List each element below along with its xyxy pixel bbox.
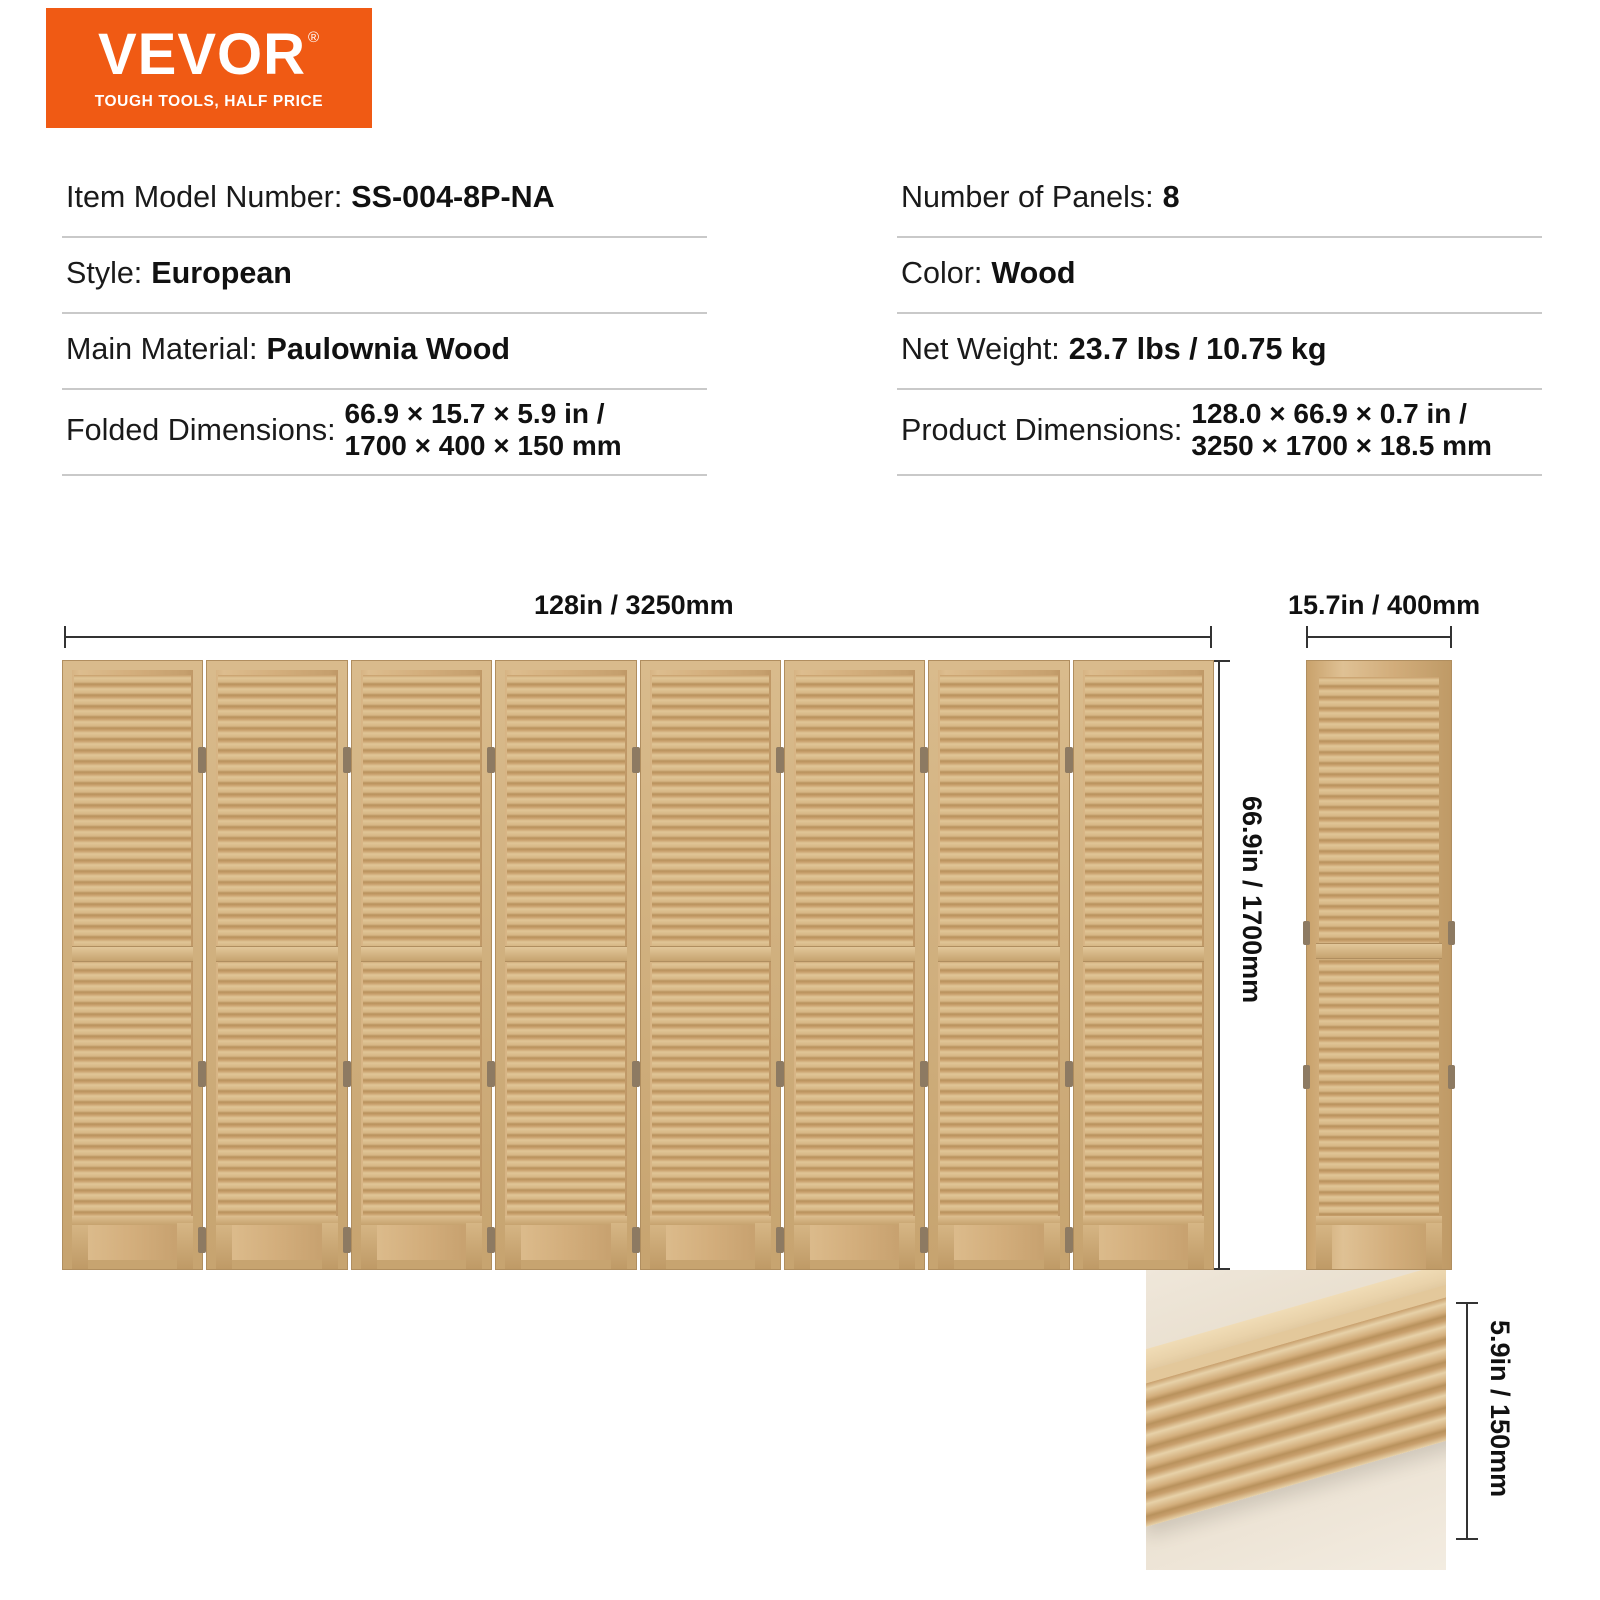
product-dimension-diagram: [0, 560, 1600, 1600]
spec-column-gap: [707, 390, 897, 476]
spec-label: Style:: [66, 255, 143, 290]
panel-bottom-rail: [938, 1216, 1059, 1225]
divider-panel: [62, 660, 203, 1270]
spec-label: Color:: [901, 255, 983, 290]
panel-hinge-icon: [920, 1061, 928, 1087]
panel-hinge-icon: [1065, 1061, 1073, 1087]
divider-panel: [1073, 660, 1214, 1270]
brand-name: [97, 21, 321, 87]
divider-panel: [928, 660, 1069, 1270]
brand-tagline: TOUGH TOOLS, HALF PRICE: [94, 92, 324, 110]
spec-row-style: [62, 238, 707, 314]
panel-bottom-rail: [650, 1216, 771, 1225]
spec-row-folded-dimensions: [62, 390, 707, 476]
panel-hinge-icon: [343, 747, 351, 773]
divider-panel: [640, 660, 781, 1270]
spec-value: [1191, 398, 1491, 462]
width-dimension-tick-left: [64, 626, 66, 648]
folded-thickness-line: [1466, 1302, 1468, 1540]
panel-hinge-icon: [487, 747, 495, 773]
depth-dimension-label: 15.7in / 400mm: [1288, 590, 1481, 620]
panel-bottom-rail: [794, 1216, 915, 1225]
spec-label: Item Model Number:: [66, 179, 343, 214]
spec-label: Folded Dimensions:: [66, 412, 336, 447]
brand-name-text: VEVOR: [97, 21, 307, 87]
panel-frame: [496, 661, 635, 1269]
panel-hinge-icon: [1448, 1065, 1455, 1089]
panel-hinge-icon: [776, 747, 784, 773]
panel-bottom-rail: [216, 1216, 337, 1225]
divider-panel: [351, 660, 492, 1270]
spec-value: 8: [1162, 179, 1180, 214]
spec-row-number-of-panels: [897, 162, 1542, 238]
panel-legs: [794, 1223, 915, 1269]
depth-dimension-line: [1306, 636, 1452, 638]
panel-frame: [63, 661, 202, 1269]
spec-row-item-model-number: [62, 162, 707, 238]
panel-hinge-icon: [776, 1227, 784, 1253]
panel-bottom-rail: [1316, 1216, 1442, 1225]
panel-hinge-icon: [1448, 921, 1455, 945]
folded-thickness-tick-top: [1456, 1302, 1478, 1304]
depth-dimension-tick-right: [1450, 626, 1452, 648]
folded-thickness-tick-bottom: [1456, 1538, 1478, 1540]
divider-panel: [206, 660, 347, 1270]
panel-frame: [352, 661, 491, 1269]
panel-hinge-icon: [632, 1061, 640, 1087]
folded-thickness-label: 5.9in / 150mm: [1485, 1320, 1515, 1498]
spec-column-gap: [707, 238, 897, 314]
panel-hinge-icon: [632, 747, 640, 773]
spec-value: SS-004-8P-NA: [351, 179, 555, 214]
divider-panel: [495, 660, 636, 1270]
registered-trademark-icon: ®: [307, 28, 321, 46]
panel-legs: [216, 1223, 337, 1269]
panel-mid-rail: [1316, 943, 1442, 959]
folded-corner-detail-photo: [1146, 1270, 1446, 1570]
spec-row-main-material: [62, 314, 707, 390]
spec-row-color: [897, 238, 1542, 314]
height-dimension-line: [1218, 660, 1220, 1270]
vevor-logo: [46, 8, 372, 128]
width-dimension-tick-right: [1210, 626, 1212, 648]
panel-hinge-icon: [487, 1227, 495, 1253]
panel-hinge-icon: [343, 1061, 351, 1087]
width-dimension-line: [64, 636, 1212, 638]
spec-value-line-1: 128.0 × 66.9 × 0.7 in /: [1191, 397, 1467, 429]
panel-bottom-rail: [72, 1216, 193, 1225]
room-divider-front-view: [62, 660, 1214, 1270]
spec-value: Wood: [991, 255, 1076, 290]
panel-hinge-icon: [1303, 1065, 1310, 1089]
height-dimension-label: 66.9in / 1700mm: [1237, 796, 1267, 1004]
panel-hinge-icon: [632, 1227, 640, 1253]
panel-bottom-rail: [505, 1216, 626, 1225]
panel-hinge-icon: [920, 1227, 928, 1253]
spec-value-line-2: 1700 × 400 × 150 mm: [344, 430, 622, 461]
spec-label: Product Dimensions:: [901, 412, 1183, 447]
spec-column-gap: [707, 314, 897, 390]
panel-hinge-icon: [198, 1227, 206, 1253]
panel-bottom-rail: [361, 1216, 482, 1225]
panel-legs: [1083, 1223, 1204, 1269]
depth-dimension-tick-left: [1306, 626, 1308, 648]
width-dimension-label: 128in / 3250mm: [534, 590, 734, 620]
panel-hinge-icon: [487, 1061, 495, 1087]
panel-frame: [1074, 661, 1213, 1269]
spec-column-gap: [707, 162, 897, 238]
spec-value-line-1: 66.9 × 15.7 × 5.9 in /: [344, 397, 605, 429]
panel-hinge-icon: [1065, 1227, 1073, 1253]
spec-value: 23.7 lbs / 10.75 kg: [1068, 331, 1327, 366]
spec-value: European: [151, 255, 292, 290]
panel-hinge-icon: [198, 747, 206, 773]
spec-label: Net Weight:: [901, 331, 1060, 366]
panel-hinge-icon: [343, 1227, 351, 1253]
spec-label: Number of Panels:: [901, 179, 1154, 214]
panel-hinge-icon: [776, 1061, 784, 1087]
spec-value: [345, 398, 622, 462]
panel-hinge-icon: [1303, 921, 1310, 945]
spec-label: Main Material:: [66, 331, 258, 366]
panel-legs: [361, 1223, 482, 1269]
panel-legs: [505, 1223, 626, 1269]
room-divider-side-view: [1306, 660, 1452, 1270]
panel-frame: [641, 661, 780, 1269]
panel-frame: [207, 661, 346, 1269]
panel-legs: [938, 1223, 1059, 1269]
spec-value-line-2: 3250 × 1700 × 18.5 mm: [1191, 430, 1492, 461]
spec-row-net-weight: [897, 314, 1542, 390]
spec-row-product-dimensions: [897, 390, 1542, 476]
panel-hinge-icon: [1065, 747, 1073, 773]
spec-value: Paulownia Wood: [266, 331, 510, 366]
panel-legs: [650, 1223, 771, 1269]
panel-hinge-icon: [920, 747, 928, 773]
panel-frame: [929, 661, 1068, 1269]
divider-panel: [784, 660, 925, 1270]
panel-legs: [1316, 1223, 1442, 1269]
specification-table: [62, 162, 1542, 476]
panel-hinge-icon: [198, 1061, 206, 1087]
panel-frame: [785, 661, 924, 1269]
panel-bottom-rail: [1083, 1216, 1204, 1225]
panel-legs: [72, 1223, 193, 1269]
